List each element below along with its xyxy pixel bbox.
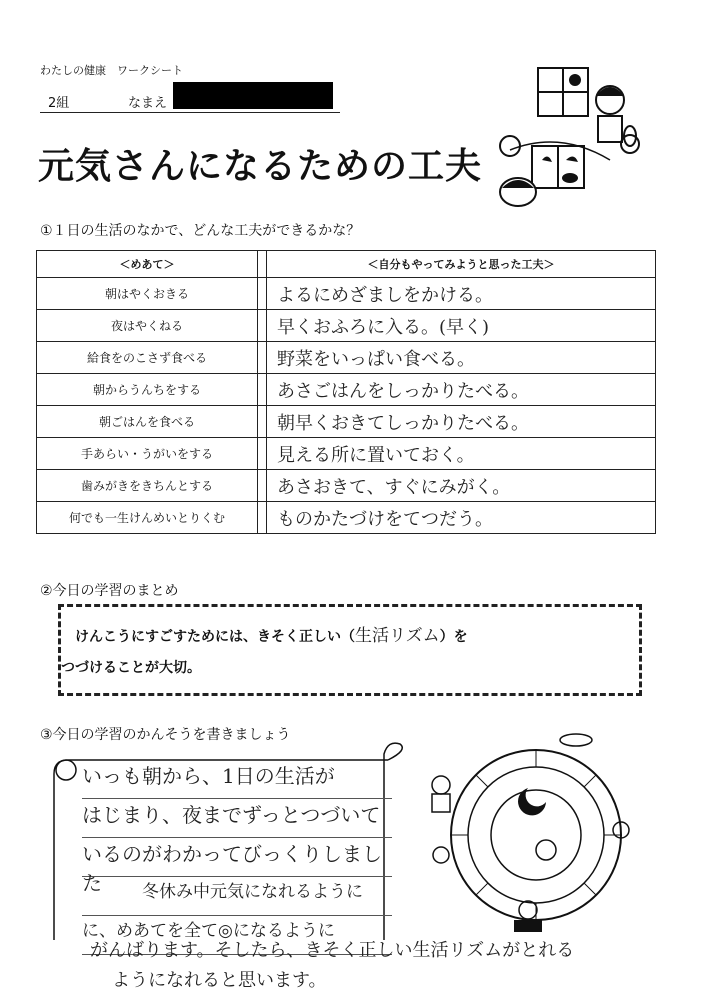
summary-line1-before: けんこうにすごすためには、きそく正しい（ bbox=[75, 629, 355, 645]
plan-cell: あさおきて、すぐにみがく。 bbox=[267, 470, 656, 502]
name-redaction bbox=[173, 82, 333, 109]
impression-line: いっも朝から、1日の生活が bbox=[82, 760, 392, 799]
worksheet-label: わたしの健康 ワークシート bbox=[40, 64, 183, 77]
impression-line: はじまり、夜までずっとつづいて bbox=[82, 799, 392, 838]
table-row bbox=[37, 502, 656, 534]
aim-cell: 朝からうんちをする bbox=[37, 374, 258, 406]
section1-question: ①１日の生活のなかで、どんな工夫ができるかな？ bbox=[40, 223, 361, 239]
daily-clock-illustration bbox=[416, 720, 656, 935]
goals-table bbox=[36, 250, 656, 534]
plan-cell: あさごはんをしっかりたべる。 bbox=[267, 374, 656, 406]
plan-cell: 野菜をいっぱい食べる。 bbox=[267, 342, 656, 374]
name-label: なまえ bbox=[128, 96, 168, 111]
table-row bbox=[37, 374, 656, 406]
aim-cell: 朝ごはんを食べる bbox=[37, 406, 258, 438]
aim-cell: 給食をのこさず食べる bbox=[37, 342, 258, 374]
table-row bbox=[37, 342, 656, 374]
plan-cell: 見える所に置いておく。 bbox=[267, 438, 656, 470]
page-title: 元気さんになるための工夫 bbox=[38, 146, 483, 187]
aim-cell: 朝はやくおきる bbox=[37, 278, 258, 310]
aim-cell: 歯みがきをきちんとする bbox=[37, 470, 258, 502]
impression-line: いるのがわかってびっくりしました bbox=[82, 838, 392, 877]
plan-cell: よるにめざましをかける。 bbox=[267, 278, 656, 310]
class-label: 2組 bbox=[48, 96, 70, 111]
section3-heading: ③今日の学習のかんそうを書きましょう bbox=[40, 727, 291, 743]
col-plan-header: ＜自分もやってみようと思った工夫＞ bbox=[267, 251, 656, 278]
table-row bbox=[37, 438, 656, 470]
impression-line: に、めあてを全て◎になるように bbox=[82, 916, 392, 955]
table-row bbox=[37, 470, 656, 502]
col-aim-header: ＜めあて＞ bbox=[37, 251, 258, 278]
table-row bbox=[37, 310, 656, 342]
table-row bbox=[37, 278, 656, 310]
plan-cell: ものかたづけをてつだう。 bbox=[267, 502, 656, 534]
section2-heading: ②今日の学習のまとめ bbox=[40, 583, 179, 599]
table-row bbox=[37, 406, 656, 438]
name-underline bbox=[40, 112, 340, 113]
summary-box bbox=[58, 604, 642, 696]
summary-fill: 生活リズム bbox=[355, 626, 440, 646]
aim-cell: 手あらい・うがいをする bbox=[37, 438, 258, 470]
impression-line: 冬休み中元気になれるように bbox=[82, 877, 392, 916]
impression-overflow-2: ようになれると思います。 bbox=[112, 970, 327, 991]
aim-cell: 夜はやくねる bbox=[37, 310, 258, 342]
impression-overflow-1: がんばります。そしたら、きそく正しい生活リズムがとれる bbox=[90, 940, 575, 961]
plan-cell: 朝早くおきてしっかりたべる。 bbox=[267, 406, 656, 438]
summary-line2: つづけることが大切。 bbox=[61, 660, 201, 676]
impression-scroll bbox=[48, 740, 418, 950]
aim-cell: 何でも一生けんめいとりくむ bbox=[37, 502, 258, 534]
summary-line1-after: ）を bbox=[439, 629, 468, 645]
plan-cell: 早くおふろに入る。(早く) bbox=[267, 310, 656, 342]
boy-waking-up-illustration bbox=[490, 60, 650, 210]
